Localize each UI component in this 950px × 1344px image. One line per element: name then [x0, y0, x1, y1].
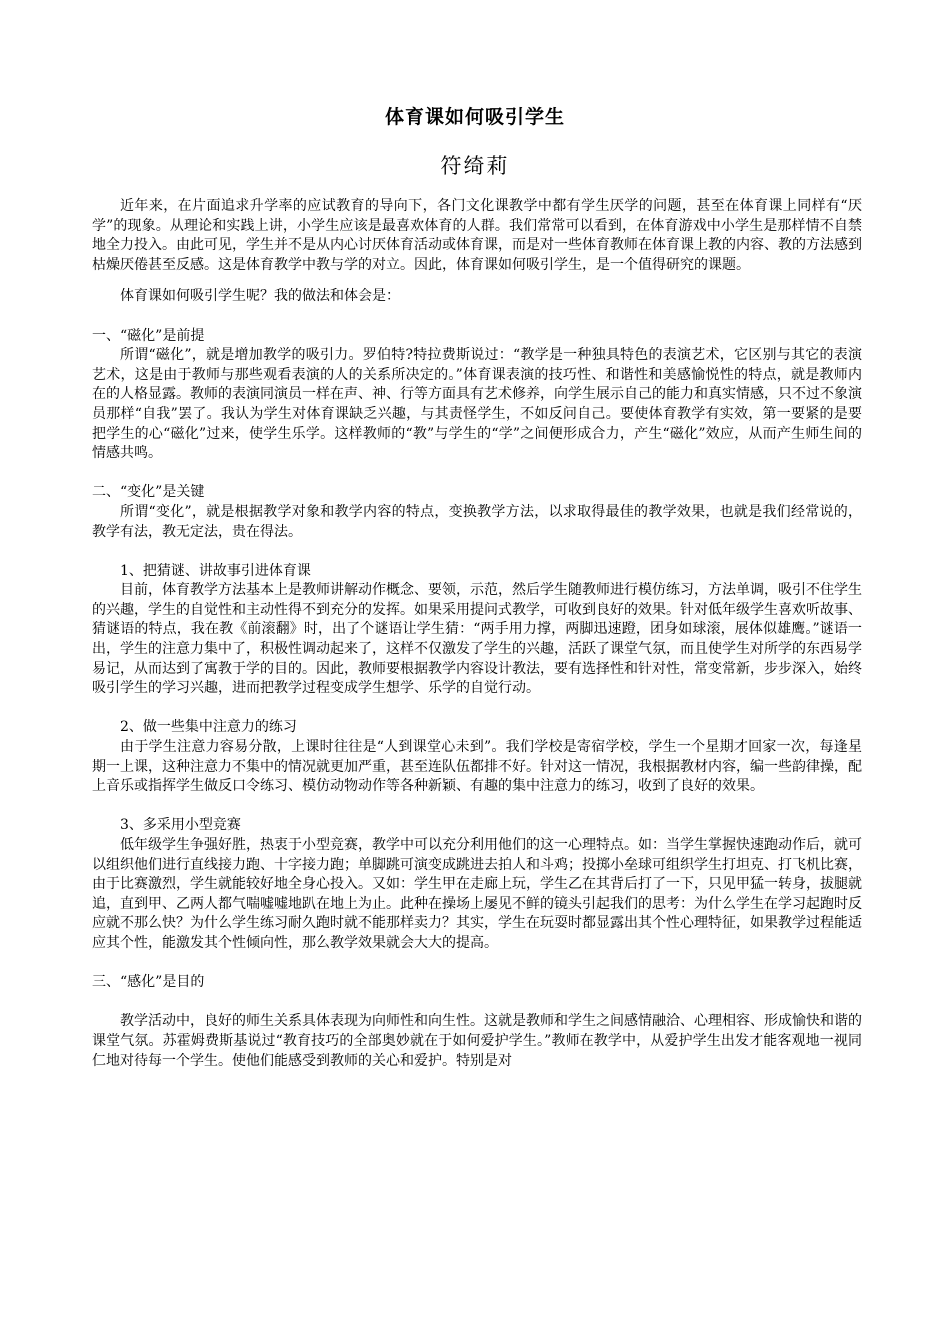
- intro-paragraph-2: 体育课如何吸引学生呢？我的做法和体会是：: [120, 288, 400, 305]
- subsection-1-paragraph: 目前，体育教学方法基本上是教师讲解动作概念、要领，示范，然后学生随教师进行模仿练习，方法单调，吸引不住学生的兴趣，学生的自觉性和主动性得不到充分的发挥。如果采用提问式教学，可收到良好的效果。针对低年级学生喜欢听故事、猜谜语的特点，我在教《前滚翻》时，出了个谜语让学生猜：“两手用力撑，两脚迅速蹬，团身如球滚，展体似雄鹰。”谜语一出，学生的注意力集中了，积极性调动起来了，这样不仅激发了学生的兴趣，活跃了课堂气氛，而且使学生对所学的东西易学易记，从而达到了寓教于学的目的。因此，教师要根据教学内容设计教法，要有选择性和针对性，常变常新，步步深入，始终吸引学生的学习兴趣，进而把教学过程变成学生想学、乐学的自觉行动。: [92, 582, 862, 697]
- section-3-paragraph: 教学活动中，良好的师生关系具体表现为向师性和向生性。这就是教师和学生之间感情融洽、心理相容、形成愉快和谐的课堂气氛。苏霍姆费斯基说过“教育技巧的全部奥妙就在于如何爱护学生。”教师在教学中，从爱护学生出发才能客观地一视同仁地对待每一个学生。使他们能感受到教师的关心和爱护。特别是对: [92, 1013, 862, 1069]
- section-3-heading: 三、“感化”是目的: [92, 974, 205, 991]
- subsection-2-heading: 2、做一些集中注意力的练习: [120, 719, 297, 736]
- subsection-1-heading: 1、把猜谜、讲故事引进体育课: [120, 562, 311, 579]
- subsection-3-paragraph: 低年级学生争强好胜，热衷于小型竞赛，教学中可以充分利用他们的这一心理特点。如：当学生掌握快速跑动作后，就可以组织他们进行直线接力跑、十字接力跑；单脚跳可演变成跳进去拍人和斗鸡；投掷小垒球可组织学生打坦克、打飞机比赛，由于比赛激烈，学生就能较好地全身心投入。又如：学生甲在走廊上玩，学生乙在其背后打了一下，只见甲猛一转身，拔腿就追，直到甲、乙两人都气喘嘘嘘地趴在地上为止。此种在操场上屡见不鲜的镜头引起我们的思考：为什么学生在学习起跑时反应就不那么快？为什么学生练习耐久跑时就不能那样卖力？其实，学生在玩耍时都显露出其个性心理特征，如果教学过程能适应其个性，能激发其个性倾向性，那么教学效果就会大大的提高。: [92, 837, 862, 951]
- document-body: [92, 197, 862, 1071]
- intro-paragraph-1: 近年来，在片面追求升学率的应试教育的导向下，各门文化课教学中都有学生厌学的问题，甚至在体育课上同样有“厌学”的现象。从理论和实践上讲，小学生应该是最喜欢体育的人群。我们常常可以看到，在体育游戏中小学生是那样情不自禁地全力投入。由此可见，学生并不是从内心讨厌体育活动或体育课，而是对一些体育教师在体育课上教的内容、教的方法感到枯燥厌倦甚至反感。这是体育教学中教与学的对立。因此，体育课如何吸引学生，是一个值得研究的课题。: [92, 198, 862, 273]
- subsection-3-heading: 3、多采用小型竞赛: [120, 817, 241, 834]
- section-2-paragraph: 所谓“变化”，就是根据教学对象和教学内容的特点，变换教学方法，以求取得最佳的教学效果，也就是我们经常说的，教学有法，教无定法，贵在得法。: [92, 503, 862, 540]
- subsection-2-paragraph: 由于学生注意力容易分散，上课时往往是“人到课堂心未到”。我们学校是寄宿学校，学生一个星期才回家一次，每逢星期一上课，这种注意力不集中的情况就更加严重，甚至连队伍都排不好。针对这一情况，我根据教材内容，编一些韵律操，配上音乐或指挥学生做反口令练习、模仿动物动作等各种新颖、有趣的集中注意力的练习，收到了良好的效果。: [92, 739, 862, 795]
- document-title: 体育课如何吸引学生: [384, 106, 565, 128]
- section-1-heading: 一、“磁化”是前提: [92, 327, 205, 344]
- section-1-paragraph: 所谓“磁化”，就是增加教学的吸引力。罗伯特?特拉费斯说过：“教学是一种独具特色的表演艺术，它区别与其它的表演艺术，这是由于教师与那些观看表演的人的关系所决定的。”体育课表演的技巧性、和谐性和美感愉悦性的特点，就是教师内在的人格显露。教师的表演同演员一样在声、神、行等方面具有艺术修养，向学生展示自己的能力和真实情感，只不过不象演员那样“自我”罢了。我认为学生对体育课缺乏兴趣，与其责怪学生，不如反问自己。要使体育教学有实效，第一要紧的是要把学生的心“磁化”过来，使学生乐学。这样教师的“教”与学生的“学”之间便形成合力，产生“磁化”效应，从而产生师生间的情感共鸣。: [92, 347, 862, 462]
- document-author: 符绮莉: [440, 154, 510, 178]
- section-2-heading: 二、“变化”是关键: [92, 484, 205, 501]
